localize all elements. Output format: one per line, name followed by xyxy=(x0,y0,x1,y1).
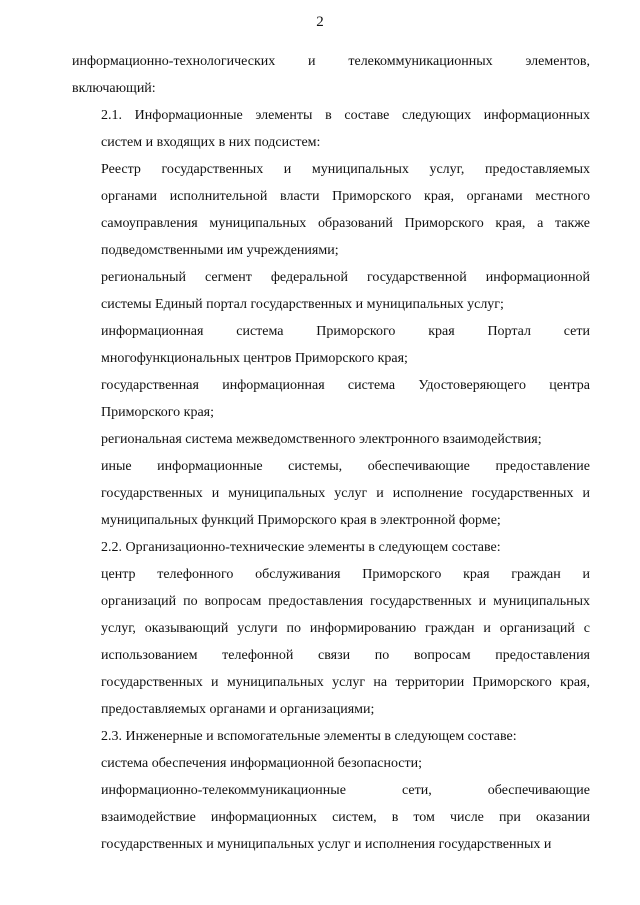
text-line: государственных и муниципальных услуг и исполнения государственных и xyxy=(101,837,552,852)
text-line: государственных и муниципальных услуг и исполнение государственных и xyxy=(101,486,590,501)
text-line: система обеспечения информационной безопасности; xyxy=(101,756,423,771)
document-body xyxy=(72,48,590,858)
paragraph xyxy=(72,372,590,426)
text-line: органами исполнительной власти Приморского края, органами местного xyxy=(101,189,590,204)
paragraph xyxy=(72,777,590,858)
text-line: предоставляемых органами и организациями; xyxy=(101,702,375,717)
text-line: центр телефонного обслуживания Приморского края граждан и xyxy=(101,567,590,582)
text-line: информационно-технологических и телекоммуникационных элементов, xyxy=(72,54,590,69)
text-line: услуг, оказывающий услуги по информированию граждан и организаций с xyxy=(101,621,590,636)
text-line: информационно-телекоммуникационные сети, обеспечивающие xyxy=(101,783,590,798)
text-line: муниципальных функций Приморского края в электронной форме; xyxy=(101,513,501,528)
text-line: подведомственными им учреждениями; xyxy=(101,243,339,258)
text-line: Приморского края; xyxy=(101,405,215,420)
paragraph xyxy=(72,48,590,102)
text-line: иные информационные системы, обеспечивающие предоставление xyxy=(101,459,590,474)
text-line: информационная система Приморского края Портал сети xyxy=(101,324,590,339)
text-line: использованием телефонной связи по вопросам предоставления xyxy=(101,648,590,663)
text-line: организаций по вопросам предоставления государственных и муниципальных xyxy=(101,594,590,609)
paragraph xyxy=(72,453,590,534)
paragraph xyxy=(72,534,590,561)
text-line: 2.3. Инженерные и вспомогательные элементы в следующем составе: xyxy=(101,729,517,744)
paragraph xyxy=(72,318,590,372)
paragraph xyxy=(72,264,590,318)
paragraph xyxy=(72,102,590,156)
text-line: систем и входящих в них подсистем: xyxy=(101,135,321,150)
paragraph xyxy=(72,426,590,453)
paragraph xyxy=(72,156,590,264)
text-line: государственных и муниципальных услуг на территории Приморского края, xyxy=(101,675,590,690)
text-line: 2.2. Организационно-технические элементы в следующем составе: xyxy=(101,540,501,555)
text-line: региональная система межведомственного электронного взаимодействия; xyxy=(101,432,542,447)
text-line: государственная информационная система Удостоверяющего центра xyxy=(101,378,590,393)
paragraph xyxy=(72,561,590,723)
paragraph xyxy=(72,723,590,750)
paragraph xyxy=(72,750,590,777)
text-line: 2.1. Информационные элементы в составе следующих информационных xyxy=(101,108,590,123)
page-number: 2 xyxy=(316,14,324,30)
text-line: региональный сегмент федеральной государственной информационной xyxy=(101,270,590,285)
text-line: включающий: xyxy=(72,81,156,96)
text-line: самоуправления муниципальных образований Приморского края, а также xyxy=(101,216,590,231)
text-line: многофункциональных центров Приморского края; xyxy=(101,351,408,366)
text-line: Реестр государственных и муниципальных услуг, предоставляемых xyxy=(101,162,590,177)
text-line: взаимодействие информационных систем, в том числе при оказании xyxy=(101,810,590,825)
text-line: системы Единый портал государственных и муниципальных услуг; xyxy=(101,297,504,312)
